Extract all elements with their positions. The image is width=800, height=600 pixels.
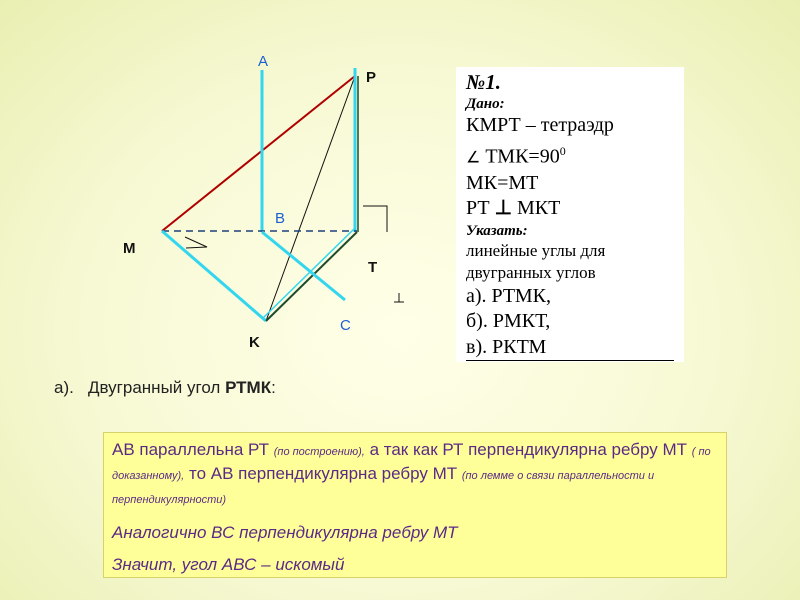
- given-line-angle-text: ТМК=90: [485, 145, 560, 168]
- task-line-1: линейные углы для: [466, 240, 606, 260]
- label-k: K: [249, 334, 260, 351]
- proof-paragraph-1: [112, 439, 716, 511]
- given-line-angle: [466, 139, 674, 171]
- label-p: P: [366, 69, 377, 86]
- caption-suffix: :: [271, 378, 276, 397]
- proof-paragraph-2: Аналогично ВС перпендикулярна ребру МТ: [112, 523, 458, 542]
- label-b: B: [275, 210, 286, 227]
- edge-mp: [162, 76, 355, 231]
- given-line-perp: [466, 196, 674, 222]
- perpendicular-icon: ⊥: [494, 197, 513, 220]
- task-line-c: в). РКТМ: [466, 335, 674, 362]
- proof-note-1: (по построению),: [273, 446, 365, 458]
- proof-box: [103, 432, 727, 578]
- section-caption: [54, 378, 276, 398]
- segment-bc: [262, 232, 345, 300]
- proof-note-3: (по лемме о связи параллельности и перпендикулярности): [112, 470, 655, 506]
- given-line-perp-b: МКТ: [517, 197, 561, 220]
- given-line-equal: МК=МТ: [466, 171, 539, 194]
- label-c: C: [340, 317, 351, 334]
- proof-note-2: ( по доказанному),: [112, 446, 711, 482]
- label-t: T: [368, 259, 378, 276]
- right-angle-mark-m: [185, 237, 207, 248]
- edge-mk: [162, 231, 266, 321]
- degree-exponent: 0: [559, 143, 566, 158]
- task-label: Указать:: [466, 222, 528, 239]
- caption-prefix: а). Двугранный угол: [54, 378, 226, 397]
- given-line-perp-a: РТ: [466, 197, 490, 220]
- task-line-a: а). РТМК,: [466, 284, 551, 307]
- given-label: Дано:: [466, 96, 505, 112]
- label-a: A: [258, 53, 269, 70]
- proof-paragraph-3: Значит, угол АВС – искомый: [112, 555, 345, 574]
- proof-p1-b: а так как РТ перпендикулярна ребру МТ: [364, 440, 692, 459]
- given-box: [456, 67, 684, 362]
- perp-mark: [394, 293, 404, 302]
- task-line-2: двугранных углов: [466, 262, 596, 282]
- angle-icon: ∠: [466, 149, 481, 167]
- label-m: M: [123, 240, 136, 257]
- proof-p1-a: АВ параллельна РТ: [112, 440, 274, 459]
- task-line-b: б). РМКТ,: [466, 310, 551, 333]
- proof-p1-c: то АВ перпендикулярна ребру МТ: [184, 464, 462, 483]
- given-line-tetrahedron: КМРТ – тетраэдр: [466, 114, 614, 136]
- caption-bold: РТМК: [225, 378, 272, 397]
- problem-number: №1.: [466, 70, 501, 94]
- right-angle-mark-t: [363, 206, 387, 232]
